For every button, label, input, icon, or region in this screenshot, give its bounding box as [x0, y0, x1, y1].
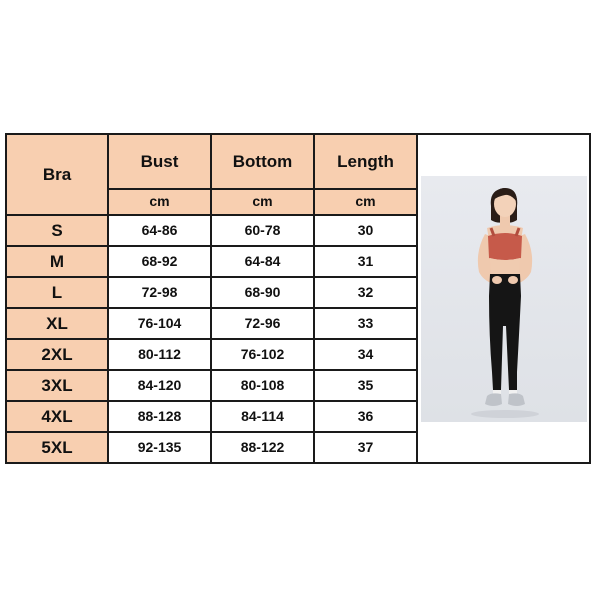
bust-value: 64-86 [141, 221, 178, 238]
header-bottom-label: Bottom [232, 151, 293, 171]
size-label: L [51, 282, 63, 302]
length-value: 34 [357, 345, 374, 362]
bottom-value: 80-108 [240, 376, 285, 393]
bust-value: 80-112 [138, 345, 181, 362]
bottom-cell [211, 308, 314, 339]
size-cell [6, 401, 108, 432]
unit-bust [108, 189, 211, 215]
header-row [6, 134, 590, 189]
bust-value: 76-104 [137, 314, 182, 331]
length-value: 35 [357, 376, 374, 393]
unit-bust-label: cm [149, 193, 170, 209]
size-cell [6, 339, 108, 370]
size-label: 2XL [41, 344, 73, 364]
header-length-label: Length [337, 151, 394, 171]
header-length [314, 134, 417, 189]
unit-length-label: cm [355, 193, 376, 209]
model-photo [421, 176, 587, 422]
bottom-cell [211, 370, 314, 401]
header-bust [108, 134, 211, 189]
length-cell [314, 339, 417, 370]
bottom-value: 76-102 [240, 345, 285, 362]
size-label: XL [46, 313, 68, 333]
length-cell [314, 432, 417, 463]
size-label: 4XL [41, 406, 73, 426]
bust-cell [108, 432, 211, 463]
length-cell [314, 401, 417, 432]
size-cell [6, 308, 108, 339]
size-cell [6, 432, 108, 463]
unit-bottom [211, 189, 314, 215]
size-cell [6, 215, 108, 246]
size-cell [6, 370, 108, 401]
bust-cell [108, 370, 211, 401]
bust-value: 88-128 [137, 407, 182, 424]
bust-cell [108, 277, 211, 308]
header-bust-label: Bust [140, 151, 179, 171]
bust-cell [108, 339, 211, 370]
header-bra-label: Bra [42, 164, 72, 184]
length-cell [314, 215, 417, 246]
length-value: 33 [357, 314, 374, 331]
bottom-cell [211, 339, 314, 370]
bottom-value: 72-96 [244, 314, 281, 331]
size-label: M [49, 251, 65, 271]
length-value: 30 [357, 221, 374, 238]
bottom-cell [211, 246, 314, 277]
bust-value: 84-120 [137, 376, 182, 393]
bottom-value: 68-90 [244, 283, 281, 300]
model-photo-cell [417, 134, 590, 463]
size-label: 5XL [41, 437, 73, 457]
bust-value: 92-135 [137, 438, 182, 455]
length-cell [314, 277, 417, 308]
unit-length [314, 189, 417, 215]
size-label: S [51, 220, 63, 240]
bust-cell [108, 401, 211, 432]
length-cell [314, 308, 417, 339]
size-chart-table [5, 133, 591, 464]
unit-bottom-label: cm [252, 193, 273, 209]
length-value: 36 [357, 407, 374, 424]
size-label: 3XL [41, 375, 73, 395]
bottom-value: 60-78 [244, 221, 281, 238]
model-figure-icon [421, 176, 587, 422]
bust-value: 68-92 [141, 252, 178, 269]
header-bra [6, 134, 108, 215]
length-cell [314, 370, 417, 401]
bust-cell [108, 246, 211, 277]
length-value: 31 [357, 252, 374, 269]
length-cell [314, 246, 417, 277]
bottom-cell [211, 401, 314, 432]
bottom-value: 84-114 [241, 407, 284, 424]
size-cell [6, 277, 108, 308]
bottom-cell [211, 277, 314, 308]
bottom-value: 64-84 [244, 252, 281, 269]
bust-cell [108, 308, 211, 339]
bottom-cell [211, 432, 314, 463]
bust-cell [108, 215, 211, 246]
bust-value: 72-98 [141, 283, 178, 300]
length-value: 37 [357, 438, 374, 455]
bottom-cell [211, 215, 314, 246]
bottom-value: 88-122 [240, 438, 285, 455]
size-cell [6, 246, 108, 277]
header-bottom [211, 134, 314, 189]
length-value: 32 [357, 283, 374, 300]
